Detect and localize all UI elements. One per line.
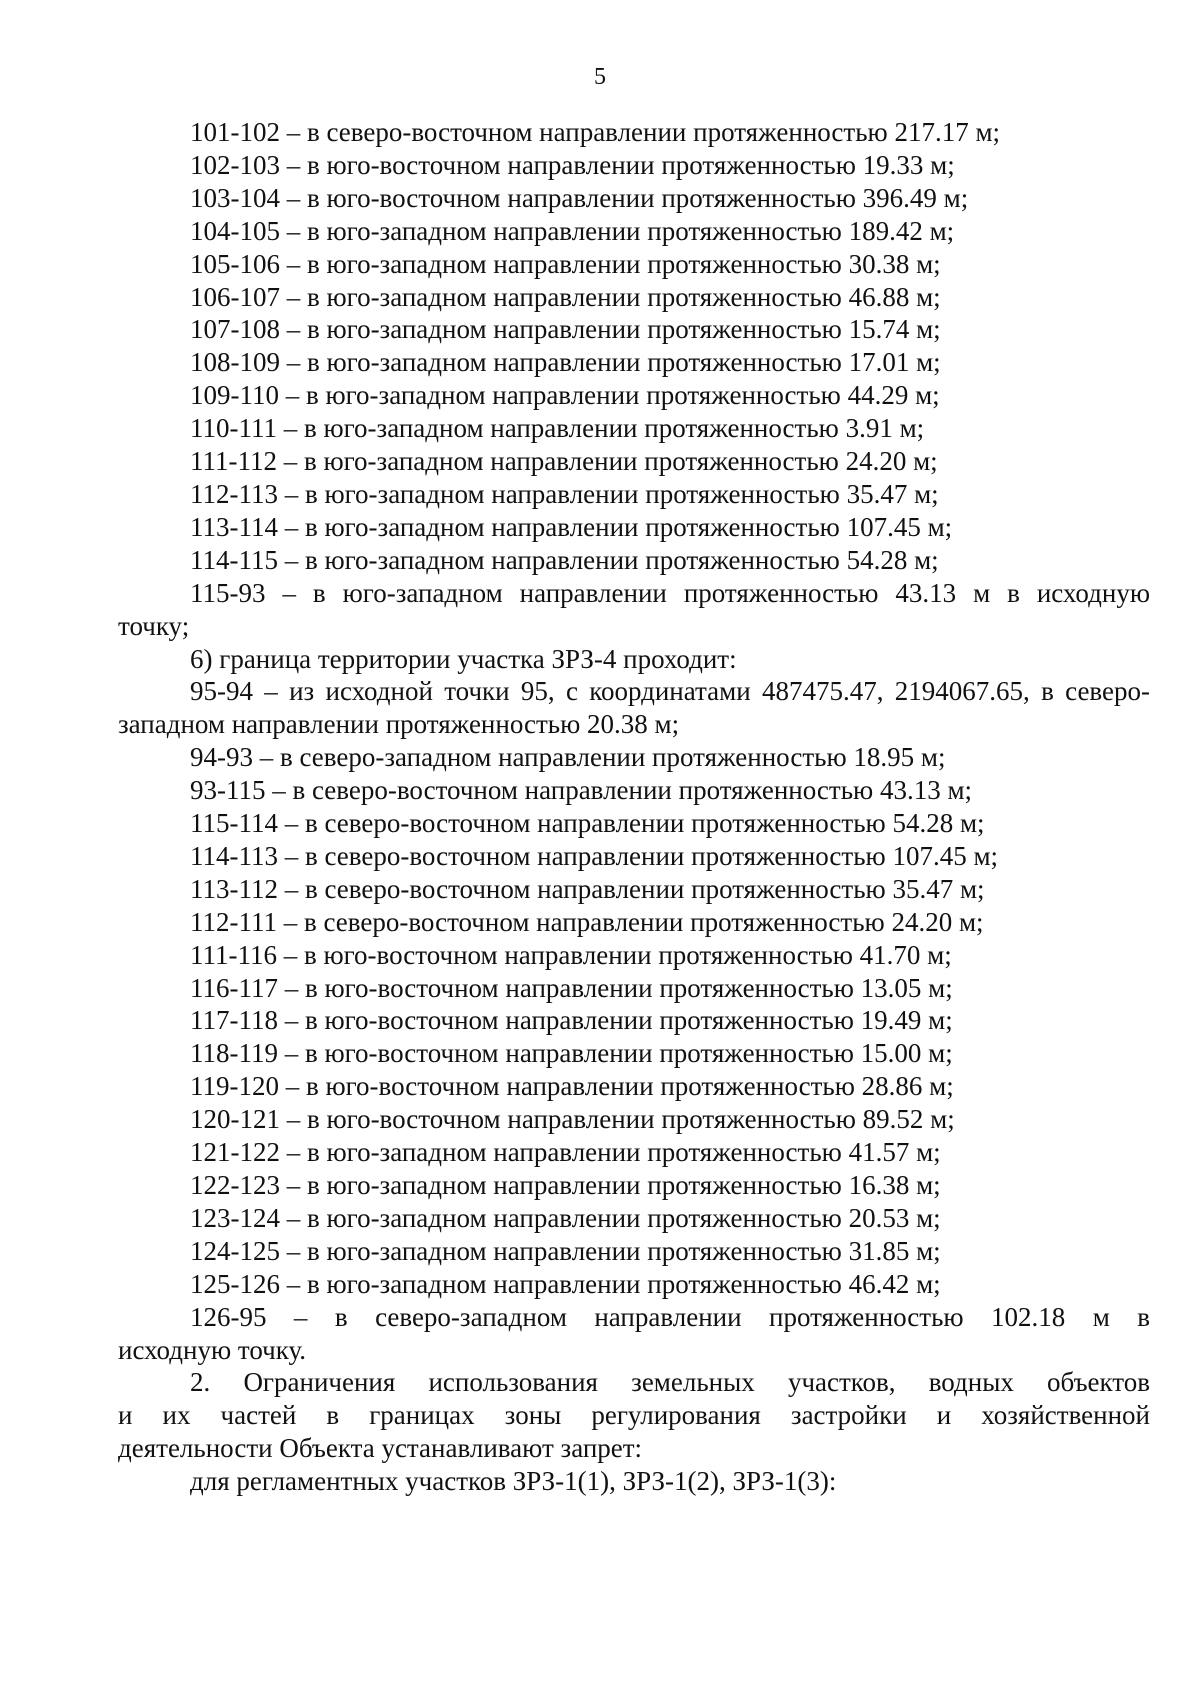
segment-line: 117-118 – в юго-восточном направлении протяженностью 19.49 м; bbox=[190, 1005, 953, 1036]
segment-line: 94-93 – в северо-западном направлении протяженностью 18.95 м; bbox=[190, 742, 946, 773]
section-heading: 6) граница территории участка ЗРЗ-4 проходит: bbox=[190, 643, 737, 674]
paragraph-line: деятельности Объекта устанавливают запрет: bbox=[118, 1433, 643, 1464]
segment-line: 118-119 – в юго-восточном направлении протяженностью 15.00 м; bbox=[190, 1038, 953, 1069]
segment-line: 123-124 – в юго-западном направлении протяженностью 20.53 м; bbox=[190, 1202, 941, 1233]
segment-line: 111-112 – в юго-западном направлении протяженностью 24.20 м; bbox=[190, 446, 938, 477]
segment-line-continuation: точку; bbox=[118, 610, 190, 641]
segment-line: 114-115 – в юго-западном направлении протяженностью 54.28 м; bbox=[190, 544, 939, 575]
segment-line: 105-106 – в юго-западном направлении протяженностью 30.38 м; bbox=[190, 248, 941, 279]
segment-line: 116-117 – в юго-восточном направлении протяженностью 13.05 м; bbox=[190, 972, 953, 1003]
segment-line: 111-116 – в юго-восточном направлении протяженностью 41.70 м; bbox=[190, 939, 952, 970]
segment-line: 126-95 – в северо-западном направлении протяженностью 102.18 м в bbox=[190, 1301, 1150, 1332]
segment-line-continuation: западном направлении протяженностью 20.38 м; bbox=[118, 709, 680, 740]
segment-line: 112-111 – в северо-восточном направлении протяженностью 24.20 м; bbox=[190, 906, 984, 937]
segment-line: 102-103 – в юго-восточном направлении протяженностью 19.33 м; bbox=[190, 149, 955, 180]
segment-line: 125-126 – в юго-западном направлении протяженностью 46.42 м; bbox=[190, 1268, 941, 1299]
segment-line: 120-121 – в юго-восточном направлении протяженностью 89.52 м; bbox=[190, 1104, 955, 1135]
paragraph-line: для регламентных участков ЗРЗ-1(1), ЗРЗ-1(2), ЗРЗ-1(3): bbox=[190, 1466, 837, 1497]
page-number: 5 bbox=[594, 64, 606, 90]
segment-line: 104-105 – в юго-западном направлении протяженностью 189.42 м; bbox=[190, 215, 955, 246]
segment-line: 115-114 – в северо-восточном направлении протяженностью 54.28 м; bbox=[190, 808, 985, 839]
segment-line: 119-120 – в юго-восточном направлении протяженностью 28.86 м; bbox=[190, 1071, 954, 1102]
segment-line: 107-108 – в юго-западном направлении протяженностью 15.74 м; bbox=[190, 314, 941, 345]
document-body bbox=[118, 116, 1150, 1498]
segment-line: 93-115 – в северо-восточном направлении протяженностью 43.13 м; bbox=[190, 775, 973, 806]
segment-line: 108-109 – в юго-западном направлении протяженностью 17.01 м; bbox=[190, 347, 941, 378]
segment-line: 114-113 – в северо-восточном направлении протяженностью 107.45 м; bbox=[190, 840, 999, 871]
segment-line: 110-111 – в юго-западном направлении протяженностью 3.91 м; bbox=[190, 413, 925, 444]
segment-line: 121-122 – в юго-западном направлении протяженностью 41.57 м; bbox=[190, 1137, 941, 1168]
segment-line: 115-93 – в юго-западном направлении протяженностью 43.13 м в исходную bbox=[190, 577, 1150, 608]
segment-line: 109-110 – в юго-западном направлении протяженностью 44.29 м; bbox=[190, 380, 940, 411]
segment-line: 113-114 – в юго-западном направлении протяженностью 107.45 м; bbox=[190, 511, 953, 542]
segment-line: 101-102 – в северо-восточном направлении протяженностью 217.17 м; bbox=[190, 117, 1001, 147]
segment-line: 113-112 – в северо-восточном направлении протяженностью 35.47 м; bbox=[190, 873, 985, 904]
segment-line-continuation: исходную точку. bbox=[118, 1334, 306, 1365]
segment-line: 124-125 – в юго-западном направлении протяженностью 31.85 м; bbox=[190, 1235, 941, 1266]
segment-line: 103-104 – в юго-восточном направлении протяженностью 396.49 м; bbox=[190, 182, 969, 213]
segment-line: 122-123 – в юго-западном направлении протяженностью 16.38 м; bbox=[190, 1170, 941, 1200]
segment-line: 95-94 – из исходной точки 95, с координатами 487475.47, 2194067.65, в северо- bbox=[190, 676, 1150, 707]
paragraph-line: и их частей в границах зоны регулирования застройки и хозяйственной bbox=[118, 1400, 1150, 1431]
paragraph-line: 2. Ограничения использования земельных участков, водных объектов bbox=[190, 1367, 1150, 1398]
segment-line: 112-113 – в юго-западном направлении протяженностью 35.47 м; bbox=[190, 478, 939, 509]
segment-line: 106-107 – в юго-западном направлении протяженностью 46.88 м; bbox=[190, 281, 941, 312]
